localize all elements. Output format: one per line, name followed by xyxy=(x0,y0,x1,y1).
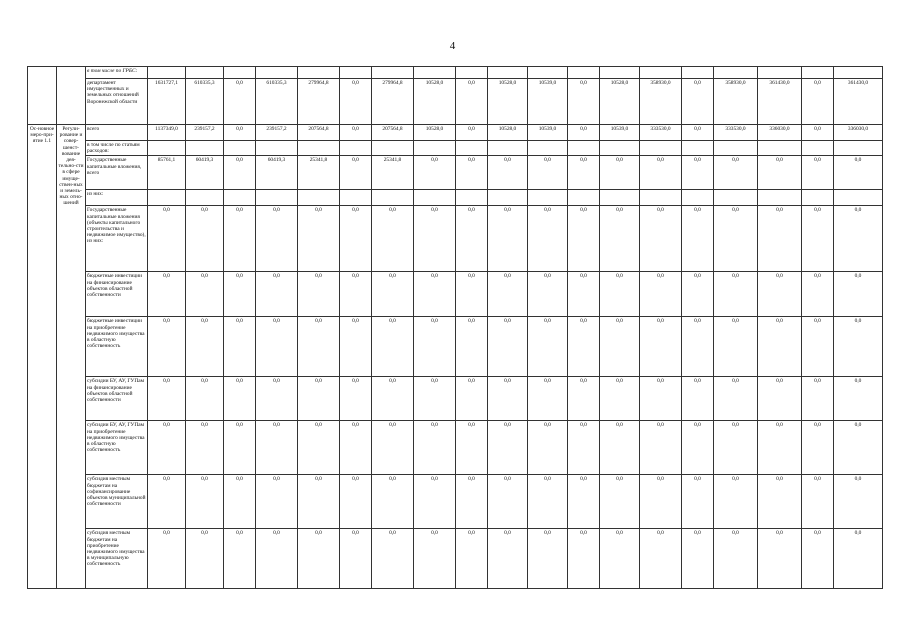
value-cell xyxy=(758,190,802,206)
value-cell: 0,0 xyxy=(456,79,488,125)
value-cell: 0,0 xyxy=(186,206,224,272)
value-cell: 0,0 xyxy=(340,421,372,475)
table-row xyxy=(28,475,883,529)
value-cell: 0,0 xyxy=(640,421,682,475)
value-cell: 0,0 xyxy=(148,421,186,475)
value-cell: 0,0 xyxy=(456,421,488,475)
value-cell xyxy=(186,141,224,156)
value-cell xyxy=(372,141,414,156)
value-cell: 0,0 xyxy=(488,272,528,317)
value-cell: 0,0 xyxy=(414,377,456,421)
value-cell: 0,0 xyxy=(758,317,802,377)
value-cell: 25341,8 xyxy=(298,156,340,190)
value-cell xyxy=(758,141,802,156)
value-cell: 0,0 xyxy=(568,529,600,589)
value-cell: 0,0 xyxy=(186,529,224,589)
value-cell: 10528,0 xyxy=(488,79,528,125)
value-cell: 0,0 xyxy=(714,529,758,589)
value-cell: 0,0 xyxy=(568,317,600,377)
value-cell: 279964,8 xyxy=(298,79,340,125)
table-row xyxy=(28,529,883,589)
value-cell: 0,0 xyxy=(340,206,372,272)
value-cell: 0,0 xyxy=(414,475,456,529)
value-cell: 0,0 xyxy=(834,206,883,272)
value-cell: 0,0 xyxy=(488,475,528,529)
value-cell: 0,0 xyxy=(758,272,802,317)
value-cell: 0,0 xyxy=(528,529,568,589)
value-cell: 0,0 xyxy=(148,272,186,317)
value-cell: 0,0 xyxy=(714,206,758,272)
table-row xyxy=(28,67,883,79)
value-cell xyxy=(456,141,488,156)
value-cell: 0,0 xyxy=(224,377,256,421)
row-label: субсидии БУ, АУ, ГУПам на приобретение недвижимого имущества в областную собственность xyxy=(86,421,148,475)
value-cell: 0,0 xyxy=(600,377,640,421)
value-cell: 0,0 xyxy=(802,156,834,190)
value-cell: 0,0 xyxy=(682,529,714,589)
value-cell: 0,0 xyxy=(682,475,714,529)
value-cell: 0,0 xyxy=(528,377,568,421)
value-cell: 0,0 xyxy=(372,272,414,317)
value-cell xyxy=(298,67,340,79)
value-cell: 0,0 xyxy=(802,377,834,421)
row-label: субсидия местным бюджетам на софинансирование объектов муниципальной собственности xyxy=(86,475,148,529)
value-cell xyxy=(640,141,682,156)
value-cell: 0,0 xyxy=(414,156,456,190)
value-cell: 239157,2 xyxy=(256,125,298,141)
value-cell: 0,0 xyxy=(758,206,802,272)
value-cell: 0,0 xyxy=(488,421,528,475)
value-cell: 10539,0 xyxy=(528,125,568,141)
value-cell: 0,0 xyxy=(224,125,256,141)
table-row xyxy=(28,206,883,272)
value-cell: 361430,0 xyxy=(834,79,883,125)
value-cell: 0,0 xyxy=(224,529,256,589)
value-cell xyxy=(714,190,758,206)
row-label: департамент имущественных и земельных отношений Воронежской области xyxy=(86,79,148,125)
value-cell: 0,0 xyxy=(568,421,600,475)
value-cell: 610335,3 xyxy=(186,79,224,125)
value-cell: 0,0 xyxy=(340,317,372,377)
value-cell: 0,0 xyxy=(372,421,414,475)
value-cell: 0,0 xyxy=(758,475,802,529)
value-cell xyxy=(488,190,528,206)
value-cell: 0,0 xyxy=(528,421,568,475)
value-cell: 0,0 xyxy=(528,272,568,317)
table-row xyxy=(28,317,883,377)
value-cell: 0,0 xyxy=(186,421,224,475)
value-cell: 0,0 xyxy=(256,475,298,529)
value-cell: 0,0 xyxy=(372,206,414,272)
value-cell: 0,0 xyxy=(834,272,883,317)
value-cell xyxy=(528,67,568,79)
value-cell: 0,0 xyxy=(714,377,758,421)
value-cell: 0,0 xyxy=(802,529,834,589)
value-cell: 0,0 xyxy=(414,206,456,272)
value-cell: 0,0 xyxy=(372,377,414,421)
value-cell: 0,0 xyxy=(528,156,568,190)
value-cell xyxy=(224,141,256,156)
blank-cell xyxy=(57,67,86,125)
row-label: субсидии БУ, АУ, ГУПам на финансирование объектов областной собственности xyxy=(86,377,148,421)
value-cell xyxy=(802,190,834,206)
value-cell xyxy=(256,190,298,206)
table-row xyxy=(28,377,883,421)
value-cell xyxy=(834,67,883,79)
value-cell: 0,0 xyxy=(256,317,298,377)
value-cell: 60419,3 xyxy=(186,156,224,190)
value-cell xyxy=(528,190,568,206)
value-cell xyxy=(640,190,682,206)
value-cell xyxy=(224,190,256,206)
value-cell: 0,0 xyxy=(568,125,600,141)
value-cell: 361430,0 xyxy=(758,79,802,125)
value-cell xyxy=(148,67,186,79)
value-cell: 0,0 xyxy=(802,475,834,529)
value-cell: 0,0 xyxy=(802,206,834,272)
value-cell: 0,0 xyxy=(640,475,682,529)
value-cell: 0,0 xyxy=(682,125,714,141)
value-cell xyxy=(568,190,600,206)
value-cell xyxy=(834,190,883,206)
value-cell: 0,0 xyxy=(802,317,834,377)
value-cell xyxy=(600,67,640,79)
value-cell: 0,0 xyxy=(714,421,758,475)
value-cell xyxy=(568,67,600,79)
value-cell: 10528,0 xyxy=(414,79,456,125)
value-cell: 10539,0 xyxy=(600,125,640,141)
value-cell: 0,0 xyxy=(834,529,883,589)
row-label: бюджетные инвестиции на приобретение недвижимого имущества в областную собственность xyxy=(86,317,148,377)
value-cell: 0,0 xyxy=(568,377,600,421)
value-cell xyxy=(802,141,834,156)
value-cell: 0,0 xyxy=(340,156,372,190)
value-cell xyxy=(298,141,340,156)
value-cell: 85761,1 xyxy=(148,156,186,190)
value-cell: 336030,0 xyxy=(834,125,883,141)
value-cell: 0,0 xyxy=(340,377,372,421)
value-cell: 336030,0 xyxy=(758,125,802,141)
value-cell: 0,0 xyxy=(456,475,488,529)
row-label: из них: xyxy=(86,190,148,206)
row-label: Государственные капитальные вложения, всего xyxy=(86,156,148,190)
value-cell xyxy=(186,67,224,79)
value-cell: 358930,0 xyxy=(640,79,682,125)
value-cell: 0,0 xyxy=(224,206,256,272)
row-label: в том числе по статьям расходов: xyxy=(86,141,148,156)
value-cell: 0,0 xyxy=(372,475,414,529)
value-cell: 333530,0 xyxy=(640,125,682,141)
value-cell: 0,0 xyxy=(488,206,528,272)
value-cell: 0,0 xyxy=(414,317,456,377)
value-cell: 0,0 xyxy=(600,272,640,317)
value-cell: 0,0 xyxy=(600,156,640,190)
value-cell: 239157,2 xyxy=(186,125,224,141)
value-cell xyxy=(488,67,528,79)
value-cell: 0,0 xyxy=(600,475,640,529)
value-cell: 0,0 xyxy=(456,317,488,377)
value-cell: 0,0 xyxy=(224,475,256,529)
value-cell: 0,0 xyxy=(414,272,456,317)
value-cell: 0,0 xyxy=(414,529,456,589)
value-cell: 207564,8 xyxy=(298,125,340,141)
value-cell: 25341,8 xyxy=(372,156,414,190)
value-cell: 0,0 xyxy=(298,272,340,317)
row-label: всего xyxy=(86,125,148,141)
value-cell: 0,0 xyxy=(682,377,714,421)
value-cell xyxy=(414,67,456,79)
value-cell xyxy=(488,141,528,156)
value-cell: 0,0 xyxy=(714,156,758,190)
value-cell: 0,0 xyxy=(148,206,186,272)
value-cell: 0,0 xyxy=(528,317,568,377)
value-cell xyxy=(456,67,488,79)
value-cell: 0,0 xyxy=(528,475,568,529)
table-row xyxy=(28,190,883,206)
value-cell: 0,0 xyxy=(640,317,682,377)
row-label: субсидия местным бюджетам на приобретение недвижимого имущества в муниципальную собственность xyxy=(86,529,148,589)
value-cell: 0,0 xyxy=(488,317,528,377)
value-cell: 0,0 xyxy=(802,421,834,475)
value-cell xyxy=(414,190,456,206)
value-cell: 0,0 xyxy=(456,529,488,589)
value-cell: 0,0 xyxy=(714,317,758,377)
value-cell: 0,0 xyxy=(834,421,883,475)
value-cell: 0,0 xyxy=(148,529,186,589)
value-cell: 0,0 xyxy=(256,421,298,475)
value-cell: 0,0 xyxy=(488,529,528,589)
value-cell xyxy=(186,190,224,206)
value-cell xyxy=(714,67,758,79)
table-row xyxy=(28,141,883,156)
value-cell: 610335,3 xyxy=(256,79,298,125)
row-label: бюджетные инвестиции на финансирование объектов областной собственности xyxy=(86,272,148,317)
value-cell xyxy=(802,67,834,79)
row-label: Государственные капитальные вложения (объекты капитального строительства и недвижимое имущество), из них: xyxy=(86,206,148,272)
table-row xyxy=(28,79,883,125)
event-code-cell: Ос-новное меро-при-ятие 1.1 xyxy=(28,125,57,589)
value-cell xyxy=(568,141,600,156)
value-cell: 0,0 xyxy=(148,317,186,377)
value-cell: 0,0 xyxy=(256,272,298,317)
value-cell: 0,0 xyxy=(640,377,682,421)
value-cell: 0,0 xyxy=(186,377,224,421)
row-label: в том числе по ГРБС: xyxy=(86,67,148,79)
value-cell xyxy=(456,190,488,206)
value-cell: 0,0 xyxy=(802,125,834,141)
value-cell: 0,0 xyxy=(682,421,714,475)
value-cell xyxy=(256,67,298,79)
value-cell: 0,0 xyxy=(372,529,414,589)
value-cell: 0,0 xyxy=(834,475,883,529)
value-cell xyxy=(834,141,883,156)
value-cell: 0,0 xyxy=(640,272,682,317)
value-cell: 60419,3 xyxy=(256,156,298,190)
value-cell: 10539,0 xyxy=(528,79,568,125)
value-cell: 0,0 xyxy=(224,156,256,190)
value-cell: 0,0 xyxy=(802,272,834,317)
table-row xyxy=(28,156,883,190)
value-cell xyxy=(414,141,456,156)
value-cell: 0,0 xyxy=(456,206,488,272)
value-cell: 0,0 xyxy=(456,272,488,317)
value-cell: 0,0 xyxy=(298,529,340,589)
value-cell: 0,0 xyxy=(802,79,834,125)
value-cell: 0,0 xyxy=(372,317,414,377)
value-cell xyxy=(224,67,256,79)
value-cell: 0,0 xyxy=(682,79,714,125)
value-cell: 0,0 xyxy=(568,272,600,317)
value-cell: 0,0 xyxy=(340,475,372,529)
value-cell: 0,0 xyxy=(256,377,298,421)
value-cell: 10528,0 xyxy=(488,125,528,141)
value-cell: 0,0 xyxy=(488,156,528,190)
page-number: 4 xyxy=(449,40,456,52)
value-cell: 358930,0 xyxy=(714,79,758,125)
value-cell: 0,0 xyxy=(528,206,568,272)
value-cell xyxy=(528,141,568,156)
value-cell: 0,0 xyxy=(456,125,488,141)
value-cell: 0,0 xyxy=(640,206,682,272)
value-cell xyxy=(148,141,186,156)
table-row xyxy=(28,125,883,141)
value-cell xyxy=(600,141,640,156)
value-cell: 0,0 xyxy=(682,272,714,317)
value-cell xyxy=(682,190,714,206)
value-cell: 0,0 xyxy=(224,272,256,317)
value-cell: 207564,8 xyxy=(372,125,414,141)
table-row xyxy=(28,421,883,475)
value-cell: 0,0 xyxy=(340,272,372,317)
value-cell: 10528,0 xyxy=(414,125,456,141)
value-cell xyxy=(600,190,640,206)
value-cell: 0,0 xyxy=(600,421,640,475)
value-cell: 0,0 xyxy=(456,377,488,421)
value-cell: 0,0 xyxy=(298,377,340,421)
value-cell: 0,0 xyxy=(256,529,298,589)
value-cell xyxy=(682,141,714,156)
value-cell: 0,0 xyxy=(640,529,682,589)
value-cell: 0,0 xyxy=(568,475,600,529)
value-cell: 0,0 xyxy=(834,156,883,190)
value-cell: 0,0 xyxy=(834,377,883,421)
value-cell xyxy=(758,67,802,79)
value-cell: 0,0 xyxy=(456,156,488,190)
value-cell: 0,0 xyxy=(488,377,528,421)
value-cell: 0,0 xyxy=(834,317,883,377)
value-cell: 0,0 xyxy=(224,317,256,377)
value-cell: 0,0 xyxy=(224,79,256,125)
value-cell: 333530,0 xyxy=(714,125,758,141)
value-cell xyxy=(714,141,758,156)
value-cell: 279964,8 xyxy=(372,79,414,125)
value-cell: 0,0 xyxy=(186,475,224,529)
value-cell xyxy=(340,141,372,156)
value-cell: 0,0 xyxy=(568,206,600,272)
value-cell: 0,0 xyxy=(186,272,224,317)
value-cell: 0,0 xyxy=(186,317,224,377)
value-cell: 0,0 xyxy=(340,529,372,589)
value-cell: 0,0 xyxy=(600,317,640,377)
value-cell: 1631727,1 xyxy=(148,79,186,125)
value-cell: 0,0 xyxy=(298,421,340,475)
value-cell: 0,0 xyxy=(758,156,802,190)
value-cell: 0,0 xyxy=(758,421,802,475)
value-cell: 0,0 xyxy=(148,377,186,421)
value-cell: 0,0 xyxy=(298,317,340,377)
value-cell xyxy=(148,190,186,206)
budget-table xyxy=(27,66,883,589)
blank-cell xyxy=(28,67,57,125)
value-cell: 0,0 xyxy=(256,206,298,272)
value-cell xyxy=(340,190,372,206)
event-name-cell: Регули-рование и совер-шенст-вование дея-тельно-сти в сфере имуще-ствен-ных и земель-ных отно-шений xyxy=(57,125,86,589)
value-cell: 0,0 xyxy=(148,475,186,529)
value-cell: 0,0 xyxy=(714,475,758,529)
value-cell xyxy=(372,67,414,79)
value-cell: 0,0 xyxy=(682,156,714,190)
value-cell xyxy=(340,67,372,79)
value-cell: 0,0 xyxy=(224,421,256,475)
value-cell xyxy=(640,67,682,79)
value-cell xyxy=(256,141,298,156)
value-cell: 0,0 xyxy=(568,79,600,125)
value-cell: 0,0 xyxy=(758,529,802,589)
value-cell xyxy=(682,67,714,79)
value-cell xyxy=(372,190,414,206)
value-cell: 0,0 xyxy=(758,377,802,421)
table-row xyxy=(28,272,883,317)
value-cell: 0,0 xyxy=(600,206,640,272)
value-cell: 0,0 xyxy=(714,272,758,317)
value-cell: 0,0 xyxy=(414,421,456,475)
value-cell: 0,0 xyxy=(682,317,714,377)
value-cell: 0,0 xyxy=(298,475,340,529)
value-cell: 0,0 xyxy=(600,529,640,589)
value-cell: 0,0 xyxy=(340,79,372,125)
value-cell: 0,0 xyxy=(298,206,340,272)
value-cell: 0,0 xyxy=(568,156,600,190)
value-cell: 0,0 xyxy=(682,206,714,272)
value-cell: 0,0 xyxy=(340,125,372,141)
value-cell xyxy=(298,190,340,206)
value-cell: 1137349,0 xyxy=(148,125,186,141)
value-cell: 10528,0 xyxy=(600,79,640,125)
value-cell: 0,0 xyxy=(640,156,682,190)
